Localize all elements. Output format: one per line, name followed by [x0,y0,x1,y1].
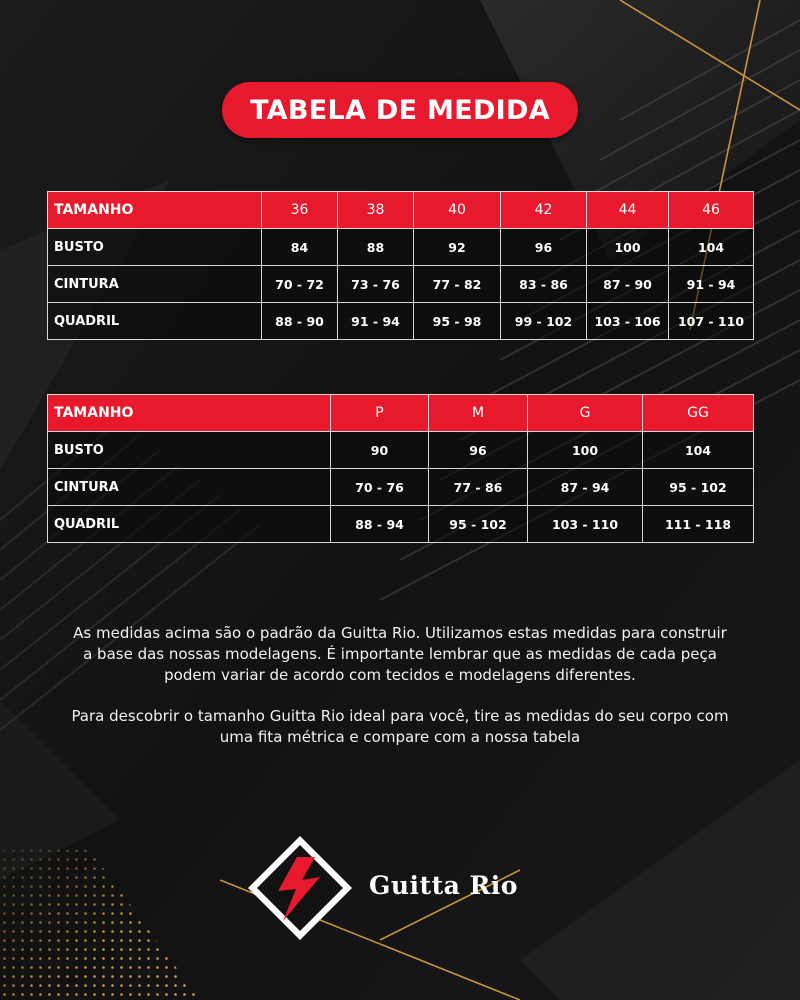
info-line: Para descobrir o tamanho Guitta Rio ideal para você, tire as medidas do seu corpo com [71,707,729,725]
table-cell: 104 [669,229,754,266]
size-header: 46 [669,192,754,229]
size-table-numeric [47,191,754,340]
table-cell: 95 - 102 [643,469,754,506]
row-label: BUSTO [48,229,262,266]
size-header: 42 [501,192,587,229]
table-cell: 70 - 72 [262,266,338,303]
table-cell: 91 - 94 [338,303,414,340]
size-table-letter [47,394,754,543]
table-cell: 103 - 110 [528,506,643,543]
table-cell: 107 - 110 [669,303,754,340]
table-cell: 90 [331,432,429,469]
header-label: TAMANHO [48,395,331,432]
table-cell: 92 [414,229,501,266]
size-header: G [528,395,643,432]
info-line: podem variar de acordo com tecidos e modelagens diferentes. [164,666,636,684]
size-header: 38 [338,192,414,229]
brand-logo [245,833,565,943]
table-cell: 77 - 86 [429,469,528,506]
table-cell: 95 - 102 [429,506,528,543]
table-cell: 70 - 76 [331,469,429,506]
row-label: CINTURA [48,266,262,303]
page-title: TABELA DE MEDIDA [222,82,578,138]
brand-name: Guitta Rio [369,871,518,900]
size-header: P [331,395,429,432]
row-label: CINTURA [48,469,331,506]
table-row [48,469,754,506]
table-cell: 88 - 94 [331,506,429,543]
table-cell: 88 [338,229,414,266]
table-row [48,506,754,543]
table-row [48,229,754,266]
table-cell: 95 - 98 [414,303,501,340]
size-header: 44 [587,192,669,229]
table-cell: 87 - 90 [587,266,669,303]
table-cell: 104 [643,432,754,469]
size-header: M [429,395,528,432]
row-label: QUADRIL [48,506,331,543]
info-line: As medidas acima são o padrão da Guitta Rio. Utilizamos estas medidas para construir [73,624,727,642]
table-cell: 111 - 118 [643,506,754,543]
table-cell: 91 - 94 [669,266,754,303]
row-label: QUADRIL [48,303,262,340]
table-cell: 84 [262,229,338,266]
lightning-bolt-icon [245,833,355,943]
table-cell: 88 - 90 [262,303,338,340]
table-cell: 77 - 82 [414,266,501,303]
table-cell: 96 [501,229,587,266]
table-cell: 100 [528,432,643,469]
table-cell: 100 [587,229,669,266]
size-header: GG [643,395,754,432]
table-cell: 96 [429,432,528,469]
row-label: BUSTO [48,432,331,469]
table-row [48,303,754,340]
table-cell: 73 - 76 [338,266,414,303]
size-header: 40 [414,192,501,229]
info-line: a base das nossas modelagens. É importante lembrar que as medidas de cada peça [83,645,717,663]
table-header-row [48,395,754,432]
table-cell: 87 - 94 [528,469,643,506]
table-row [48,266,754,303]
size-header: 36 [262,192,338,229]
table-cell: 83 - 86 [501,266,587,303]
header-label: TAMANHO [48,192,262,229]
table-header-row [48,192,754,229]
info-paragraph-standard [30,623,770,686]
info-line: uma fita métrica e compare com a nossa tabela [219,728,581,746]
table-row [48,432,754,469]
table-cell: 103 - 106 [587,303,669,340]
table-cell: 99 - 102 [501,303,587,340]
info-paragraph-howto [30,706,770,748]
